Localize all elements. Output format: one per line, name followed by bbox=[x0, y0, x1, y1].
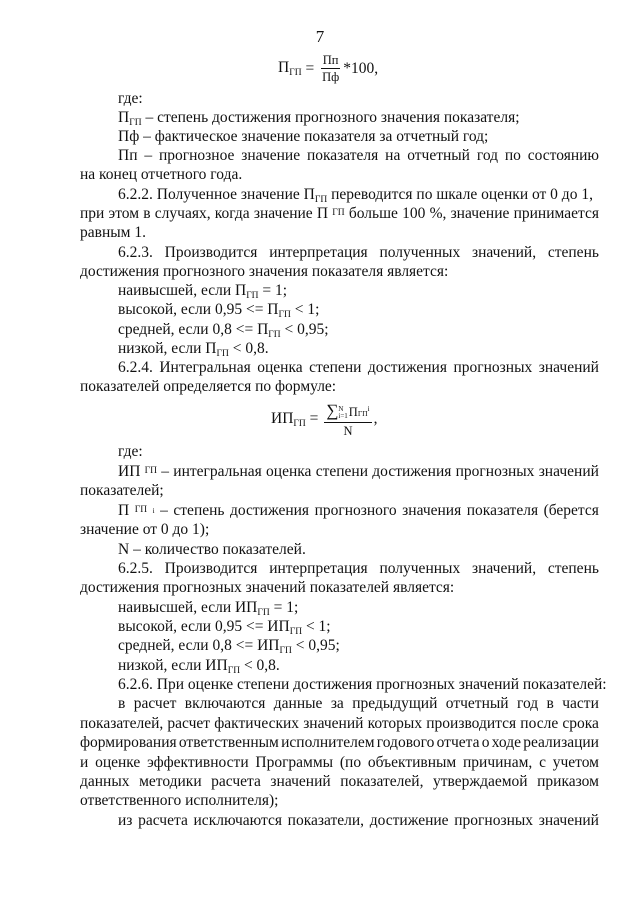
text-line: наивысшей, если $ИП_{ГП} = 1$; bbox=[118, 599, 299, 618]
text-line: значение от 0 до 1); bbox=[80, 521, 210, 538]
text-line: средней, если $0,8 <= ИП_{ГП} < 0,95$; bbox=[118, 637, 340, 656]
formula-fraction bbox=[320, 53, 341, 85]
formula-numerator: Пп bbox=[321, 53, 341, 69]
text-line: высокой, если $0,95 <= ИП_{ГП} < 1$; bbox=[118, 618, 331, 637]
text-line: равным 1. bbox=[80, 224, 146, 241]
text-line: показателей, расчет фактических значений которых производится после срока bbox=[80, 715, 599, 732]
formula-forecast-achievement bbox=[278, 53, 378, 85]
page-number: 7 bbox=[315, 27, 325, 46]
formula-equals: = bbox=[301, 59, 319, 77]
formula-lhs: $ИП_{ГП}$ bbox=[271, 409, 306, 429]
formula-equals: = bbox=[305, 410, 323, 428]
sum-symbol: ∑ bbox=[326, 401, 339, 420]
formula-fraction bbox=[324, 401, 371, 438]
text-line: $П_{ГП}$ – степень достижения прогнозного значения показателя; bbox=[118, 109, 520, 128]
text-line: низкой, если $П_{ГП} < 0,8$. bbox=[118, 340, 269, 359]
formula-tail: *100, bbox=[343, 59, 379, 77]
text-line: на конец отчетного года. bbox=[80, 166, 243, 183]
formula-lhs: $П_{ГП}$ bbox=[278, 59, 302, 79]
formula-integral-estimate bbox=[271, 401, 378, 438]
formula-tail: , bbox=[373, 410, 378, 428]
text-line: 6.2.3. Производится интерпретация полученных значений, степень bbox=[118, 244, 599, 261]
formula-denominator: Пф bbox=[322, 70, 340, 85]
text-line: где: bbox=[118, 90, 143, 107]
text-line: данных методики расчета значений показателей, утверждаемой приказом bbox=[80, 773, 599, 790]
text-line: высокой, если $0,95 <= П_{ГП} < 1$; bbox=[118, 301, 320, 320]
text-line: формирования ответственным исполнителем годового отчета о ходе реализации bbox=[80, 734, 599, 751]
text-line: 6.2.5. Производится интерпретация полученных значений, степень bbox=[118, 560, 599, 577]
text-line: 6.2.2. Полученное значение $П_{ГП}$ переводится по шкале оценки от 0 до 1, bbox=[118, 186, 593, 205]
text-line: где: bbox=[118, 443, 143, 460]
text-line: достижения прогнозного значения показателя является: bbox=[80, 263, 449, 280]
text-line: низкой, если $ИП_{ГП} < 0,8$. bbox=[118, 657, 280, 676]
text-line: и оценке эффективности Программы (по объективным причинам, с учетом bbox=[80, 754, 599, 771]
text-line: из расчета исключаются показатели, достижение прогнозных значений bbox=[118, 812, 599, 829]
sum-limits: N i=1 bbox=[338, 405, 348, 421]
text-line: показателей определяется по формуле: bbox=[80, 378, 337, 395]
formula-denominator: N bbox=[343, 423, 353, 438]
text-line: в расчет включаются данные за предыдущий отчетный год в части bbox=[118, 695, 599, 712]
text-line: N – количество показателей. bbox=[118, 541, 306, 558]
text-line: 6.2.6. При оценке степени достижения прогнозных значений показателей: bbox=[118, 676, 607, 693]
text-line: показателей; bbox=[80, 482, 164, 499]
text-line: Пф – фактическое значение показателя за отчетный год; bbox=[118, 128, 489, 145]
text-line: Пп – прогнозное значение показателя на отчетный год по состоянию bbox=[118, 147, 599, 164]
text-line: наивысшей, если $П_{ГП} = 1$; bbox=[118, 282, 288, 301]
text-line: средней, если $0,8 <= П_{ГП} < 0,95$; bbox=[118, 321, 329, 340]
text-line: ответственного исполнителя); bbox=[80, 792, 279, 809]
formula-numerator: ∑ N i=1 ПГП$^i$ bbox=[324, 401, 371, 423]
text-line: ИП ГП – интегральная оценка степени достижения прогнозных значений bbox=[118, 463, 599, 480]
text-line: 6.2.4. Интегральная оценка степени достижения прогнозных значений bbox=[118, 359, 599, 376]
text-line: П ГП i – степень достижения прогнозного значения показателя (берется bbox=[118, 502, 599, 519]
text-line: при этом в случаях, когда значение П ГП больше 100 %, значение принимается bbox=[80, 205, 599, 222]
text-line: достижения прогнозных значений показателей является: bbox=[80, 579, 455, 596]
